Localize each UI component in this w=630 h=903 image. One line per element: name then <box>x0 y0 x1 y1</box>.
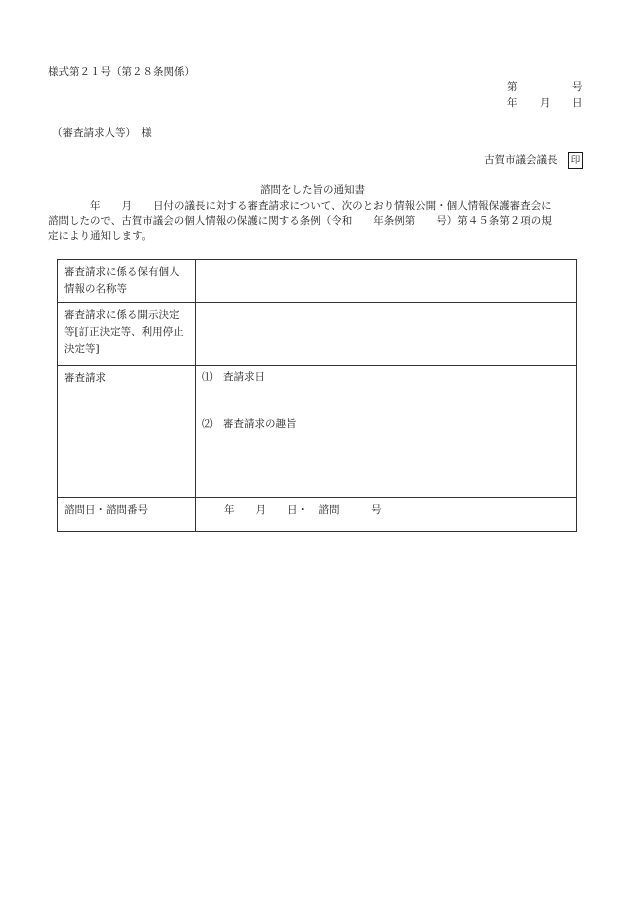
review-request-purpose-item: ⑵ 審査請求の趣旨 <box>202 418 297 431</box>
document-number-prefix: 第 <box>507 81 518 93</box>
notice-table <box>57 259 577 532</box>
document-title: 諮問をした旨の通知書 <box>260 184 365 196</box>
body-paragraph <box>48 199 583 244</box>
row-value-inquiry-date-number <box>196 497 577 531</box>
form-number: 様式第２１号（第２８条関係） <box>48 66 195 78</box>
date-month-label: 月 <box>540 97 551 109</box>
body-line: 定により通知します。 <box>48 230 153 242</box>
row-label-personal-info-name: 審査請求に係る保有個人情報の名称等 <box>58 260 196 303</box>
row-label-review-request: 審査請求 <box>58 366 196 497</box>
review-request-date-item: ⑴ 査請求日 <box>202 371 265 384</box>
seal-mark: 印 <box>568 152 583 169</box>
body-line: 諮問したので、古賀市議会の個人情報の保護に関する条例（令和 年条例第 号）第４５条第２項の規 <box>48 215 552 227</box>
table-row <box>58 366 577 497</box>
body-line: 年 月 日付の議長に対する審査請求について、次のとおり情報公開・個人情報保護審査会に <box>48 200 552 212</box>
date-year-label: 年 <box>507 97 518 109</box>
row-label-disclosure-decision: 審査請求に係る開示決定等[訂正決定等、利用停止決定等] <box>58 303 196 366</box>
sender-name: 古賀市議会議長 <box>484 154 558 166</box>
row-label-inquiry-date-number: 諮問日・諮問番号 <box>58 497 196 531</box>
table-row <box>58 497 577 531</box>
date-day-label: 日 <box>572 97 583 109</box>
row-value-review-request <box>196 366 577 497</box>
table-row <box>58 260 577 303</box>
row-value-disclosure-decision <box>196 303 577 366</box>
table-row <box>58 303 577 366</box>
row-value-personal-info-name <box>196 260 577 303</box>
document-number-suffix: 号 <box>572 81 583 93</box>
addressee-line: （審査請求人等） 様 <box>52 127 152 139</box>
inquiry-date-number-line: 年 月 日・ 諮問 号 <box>224 503 382 516</box>
